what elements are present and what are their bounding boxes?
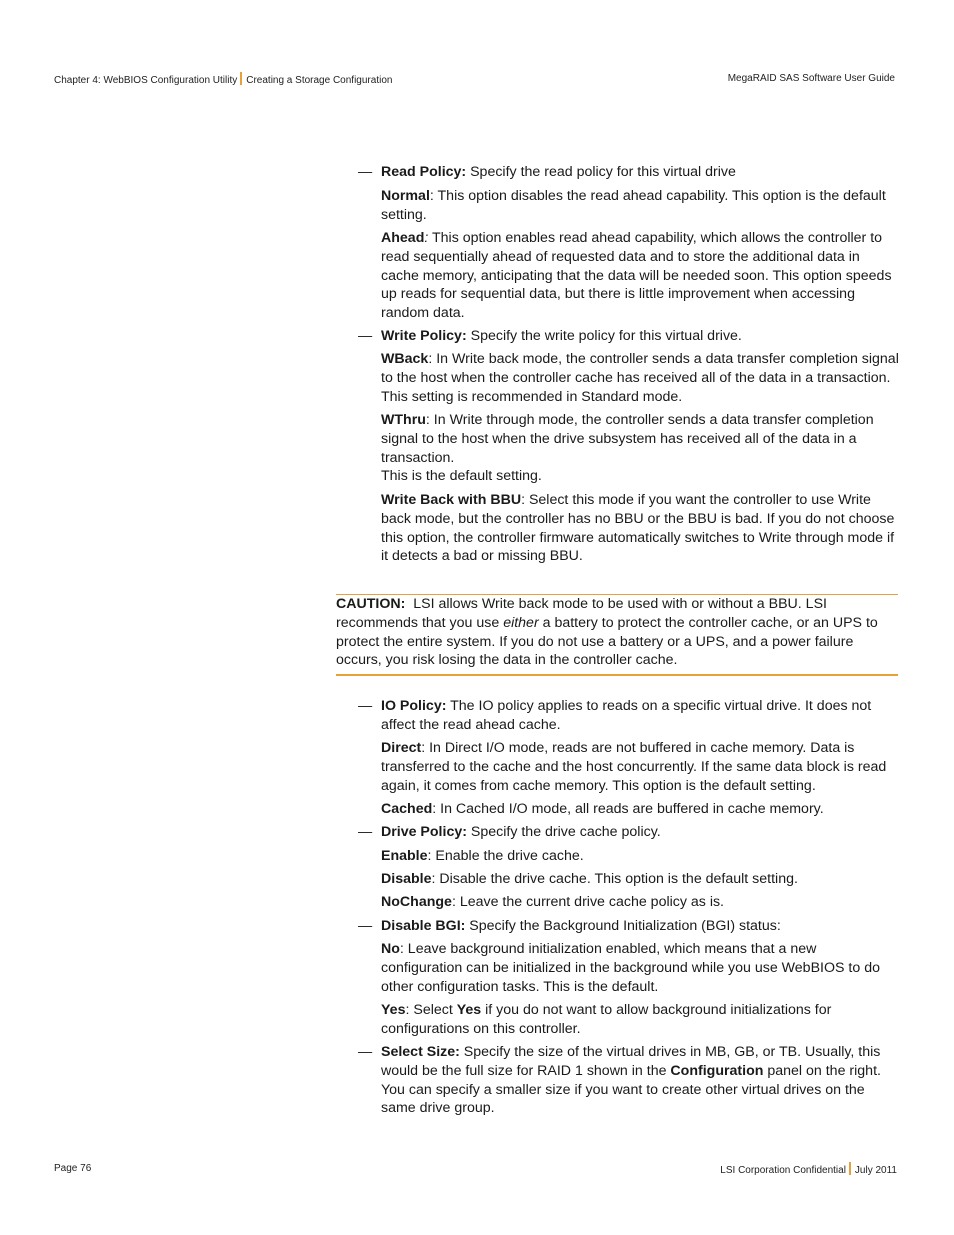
- wthru-default-note: This is the default setting.: [381, 468, 542, 485]
- drive-policy-nochange: NoChange: Leave the current drive cache policy as is.: [381, 894, 725, 910]
- running-footer-right: [720, 1162, 897, 1178]
- footer-separator: [849, 1162, 851, 1175]
- select-size-item: — Select Size: Specify the size of the virtual drives in MB, GB, or TB. Usually, this would be the full size for RAID 1 shown in the Configuration panel on the right. You can specify a smaller size if you want to create other virtual drives on the same drive group.: [358, 1044, 881, 1117]
- drive-policy-item: — Drive Policy: Specify the drive cache policy.: [358, 824, 661, 840]
- em-dash-bullet: —: [358, 328, 373, 344]
- section-title: Creating a Storage Configuration: [246, 75, 393, 86]
- disable-label: Disable: [381, 871, 432, 887]
- page-number: Page 76: [54, 1163, 92, 1174]
- drive-policy-title: Drive Policy:: [381, 824, 467, 840]
- disable-bgi-item: — Disable BGI: Specify the Background Initialization (BGI) status:: [358, 918, 781, 934]
- write-policy-wback: WBack: In Write back mode, the controller sends a data transfer completion signal to the host when the controller cache has received all of the data in a transaction. This setting is recommended in Standard mode.: [381, 351, 899, 405]
- no-label: No: [381, 941, 400, 957]
- wback-label: WBack: [381, 351, 429, 367]
- select-size-title: Select Size:: [381, 1044, 460, 1060]
- confidential-notice: LSI Corporation Confidential: [720, 1165, 846, 1176]
- publication-date: July 2011: [854, 1165, 897, 1176]
- write-policy-title: Write Policy:: [381, 328, 467, 344]
- read-policy-normal: Normal: This option disables the read ahead capability. This option is the default setting.: [381, 188, 886, 223]
- em-dash-bullet: —: [358, 164, 373, 180]
- drive-policy-disable: Disable: Disable the drive cache. This option is the default setting.: [381, 871, 798, 887]
- header-separator: [240, 72, 242, 85]
- io-policy-item: — IO Policy: The IO policy applies to reads on a specific virtual drive. It does not affect the read ahead cache.: [358, 698, 872, 733]
- caution-note: CAUTION: LSI allows Write back mode to be used with or without a BBU. LSI recommends that you use either a battery to protect the controller cache, or an UPS to protect the entire system. If you do not use a battery or a UPS, and a power failure occurs, you risk losing the data in the controller cache.: [336, 596, 878, 669]
- read-policy-item: [358, 163, 736, 182]
- io-policy-title: IO Policy:: [381, 698, 447, 714]
- disable-bgi-no: No: Leave background initialization enabled, which means that a new configuration can be initialized in the background while you use WebBIOS to do other configuration tasks. This is the default.: [381, 941, 880, 995]
- disable-bgi-title: Disable BGI:: [381, 918, 466, 934]
- configuration-panel-ref: Configuration: [670, 1062, 764, 1079]
- em-dash-bullet: —: [358, 1044, 373, 1060]
- drive-policy-enable: Enable: Enable the drive cache.: [381, 848, 584, 864]
- write-policy-item: — Write Policy: Specify the write policy for this virtual drive.: [358, 328, 742, 344]
- read-policy-title: Read Policy:: [381, 164, 467, 180]
- io-policy-cached: Cached: In Cached I/O mode, all reads are buffered in cache memory.: [381, 801, 824, 817]
- em-dash-bullet: —: [358, 824, 373, 840]
- enable-label: Enable: [381, 848, 428, 864]
- caution-bottom-rule: [336, 674, 898, 676]
- wbbu-label: Write Back with BBU: [381, 492, 522, 508]
- yes-label: Yes: [381, 1002, 406, 1018]
- running-header-left: [54, 72, 392, 88]
- cached-label: Cached: [381, 801, 433, 817]
- ahead-label: Ahead: [381, 230, 425, 246]
- wthru-label: WThru: [381, 412, 426, 428]
- normal-label: Normal: [381, 188, 430, 204]
- running-header-right: MegaRAID SAS Software User Guide: [727, 73, 895, 84]
- direct-label: Direct: [381, 740, 422, 756]
- read-policy-ahead: Ahead: This option enables read ahead capability, which allows the controller to read sequentially ahead of requested data and to store the additional data in cache memory, anticipating that the data will be needed soon. This option speeds up reads for sequential data, but there is little improvement when accessing random data.: [381, 230, 892, 322]
- caution-label: CAUTION:: [336, 596, 406, 612]
- em-dash-bullet: —: [358, 918, 373, 934]
- chapter-title: Chapter 4: WebBIOS Configuration Utility: [54, 75, 238, 86]
- io-policy-direct: Direct: In Direct I/O mode, reads are not buffered in cache memory. Data is transferred to the cache and the host concurrently. If the same data block is read again, it comes from cache memory. This option is the default setting.: [381, 740, 887, 794]
- em-dash-bullet: —: [358, 698, 373, 714]
- caution-emphasis: either: [503, 614, 539, 631]
- nochange-label: NoChange: [381, 894, 452, 910]
- read-policy-line: Read Policy: Specify the read policy for this virtual drive: [381, 164, 736, 180]
- write-policy-wthru: WThru: In Write through mode, the controller sends a data transfer completion signal to the host when the drive subsystem has received all of the data in a transaction. This is the default setting.: [381, 411, 901, 486]
- write-policy-wbbu: Write Back with BBU: Select this mode if you want the controller to use Write back mode, but the controller has no BBU or the BBU is bad. If you do not choose this option, the controller firmware automatically switches to Write through mode if it detects a bad or missing BBU.: [381, 492, 895, 565]
- disable-bgi-yes: Yes: Select Yes if you do not want to allow background initializations for configurations on this controller.: [381, 1002, 832, 1037]
